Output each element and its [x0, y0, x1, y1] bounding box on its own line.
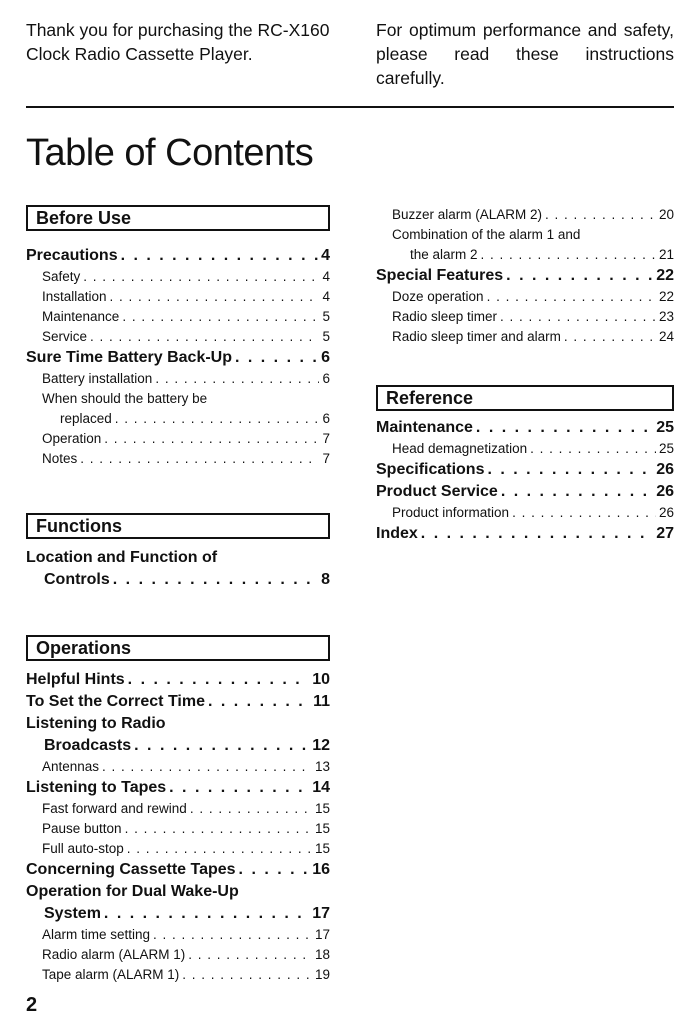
- toc-entry-battery-replaced-line1[interactable]: When should the battery be: [42, 391, 208, 406]
- toc-entry-helpful-hints[interactable]: Helpful Hints . . . 10: [26, 669, 330, 691]
- page-number: 2: [26, 994, 38, 1016]
- toc-entry-head-demagnetization[interactable]: Head demagnetization . . . 25: [376, 439, 674, 459]
- toc-entry-location-function-line1[interactable]: Location and Function of: [26, 549, 218, 566]
- toc-entry-sleep-timer-alarm[interactable]: Radio sleep timer and alarm . . . 24: [376, 327, 674, 347]
- page-title: Table of Contents: [26, 132, 314, 174]
- toc-entry-safety[interactable]: Safety . . . 4: [26, 267, 330, 287]
- toc-entry-antennas[interactable]: Antennas . . . 13: [26, 757, 330, 777]
- section-heading-before-use: Before Use: [26, 205, 330, 231]
- section-heading-reference: Reference: [376, 385, 674, 411]
- toc-entry-installation[interactable]: Installation . . . 4: [26, 287, 330, 307]
- toc-entry-service[interactable]: Service . . . 5: [26, 327, 330, 347]
- toc-entry-listening-tapes[interactable]: Listening to Tapes . . . 14: [26, 777, 330, 799]
- toc-entry-operation[interactable]: Operation . . . 7: [26, 429, 330, 449]
- toc-entry-combination-alarm2[interactable]: the alarm 2 . . . 21: [376, 245, 674, 265]
- section-heading-functions: Functions: [26, 513, 330, 539]
- toc-entry-product-information[interactable]: Product information . . . 26: [376, 503, 674, 523]
- intro-right-paragraph: For optimum performance and safety, please read these instructions carefully.: [376, 20, 674, 88]
- toc-entry-doze-operation[interactable]: Doze operation . . . 22: [376, 287, 674, 307]
- toc-entry-full-auto-stop[interactable]: Full auto-stop . . . 15: [26, 839, 330, 859]
- toc-entry-maintenance[interactable]: Maintenance . . . 5: [26, 307, 330, 327]
- intro-left-paragraph: Thank you for purchasing the RC-X160 Clock Radio Cassette Player.: [26, 20, 330, 64]
- section-heading-operations: Operations: [26, 635, 330, 661]
- toc-entry-radio-alarm[interactable]: Radio alarm (ALARM 1) . . . 18: [26, 945, 330, 965]
- toc-entry-set-time[interactable]: To Set the Correct Time . . . 11: [26, 691, 330, 713]
- toc-entry-battery-installation[interactable]: Battery installation . . . 6: [26, 369, 330, 389]
- toc-entry-product-service[interactable]: Product Service . . . 26: [376, 481, 674, 503]
- toc-entry-battery-backup[interactable]: Sure Time Battery Back-Up . . . 6: [26, 347, 330, 369]
- toc-entry-fast-forward[interactable]: Fast forward and rewind . . . 15: [26, 799, 330, 819]
- header-divider: [26, 106, 674, 108]
- toc-right-column: [376, 205, 674, 545]
- toc-entry-combination-line1[interactable]: Combination of the alarm 1 and: [392, 227, 581, 242]
- toc-entry-ref-maintenance[interactable]: Maintenance . . . 25: [376, 417, 674, 439]
- toc-entry-notes[interactable]: Notes . . . 7: [26, 449, 330, 469]
- toc-entry-cassette-tapes[interactable]: Concerning Cassette Tapes . . . 16: [26, 859, 330, 881]
- toc-entry-buzzer-alarm[interactable]: Buzzer alarm (ALARM 2) . . . 20: [376, 205, 674, 225]
- toc-entry-system[interactable]: System . . . 17: [26, 903, 330, 925]
- toc-left-column: [26, 205, 330, 985]
- toc-entry-broadcasts[interactable]: Broadcasts . . . 12: [26, 735, 330, 757]
- toc-entry-radio-sleep-timer[interactable]: Radio sleep timer . . . 23: [376, 307, 674, 327]
- toc-entry-pause-button[interactable]: Pause button . . . 15: [26, 819, 330, 839]
- toc-entry-battery-replaced[interactable]: replaced . . . 6: [26, 409, 330, 429]
- toc-entry-specifications[interactable]: Specifications . . . 26: [376, 459, 674, 481]
- toc-entry-dual-wakeup-line1[interactable]: Operation for Dual Wake-Up: [26, 883, 239, 900]
- toc-entry-special-features[interactable]: Special Features . . . 22: [376, 265, 674, 287]
- toc-entry-precautions[interactable]: Precautions . . . 4: [26, 245, 330, 267]
- toc-entry-index[interactable]: Index . . . 27: [376, 523, 674, 545]
- toc-entry-controls[interactable]: Controls . . . 8: [26, 569, 330, 591]
- toc-entry-alarm-time-setting[interactable]: Alarm time setting . . . 17: [26, 925, 330, 945]
- toc-entry-tape-alarm[interactable]: Tape alarm (ALARM 1) . . . 19: [26, 965, 330, 985]
- toc-entry-radio-line1[interactable]: Listening to Radio: [26, 715, 166, 732]
